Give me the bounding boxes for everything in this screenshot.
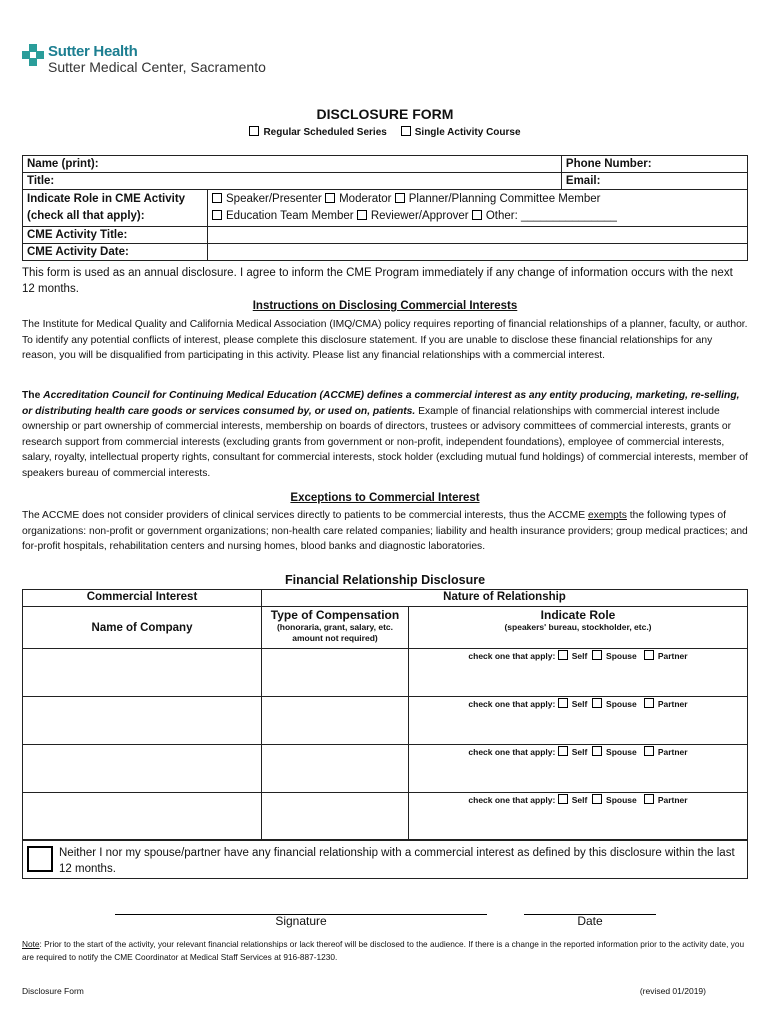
company-header: Name of Company [23, 607, 262, 649]
self-label: Self [571, 699, 588, 709]
date-line[interactable] [524, 900, 656, 915]
instructions-paragraph-2 [22, 388, 748, 482]
role-label-line1: Indicate Role in CME Activity [27, 193, 186, 205]
date-label: Date [577, 914, 603, 928]
table-row [23, 649, 748, 697]
spouse-checkbox[interactable] [592, 794, 602, 804]
title-field[interactable] [23, 173, 562, 190]
phone-label: Phone Number: [565, 158, 652, 170]
education-checkbox[interactable] [212, 210, 222, 220]
role-cell [409, 745, 748, 793]
reviewer-checkbox[interactable] [357, 210, 367, 220]
footer-left: Disclosure Form [22, 986, 84, 996]
exceptions-paragraph [22, 508, 748, 555]
name-label: Name (print): [27, 158, 99, 170]
brand-name: Sutter Health [48, 43, 138, 60]
check-prefix: check one that apply: [468, 699, 556, 709]
nature-header: Nature of Relationship [262, 590, 748, 607]
regular-series-checkbox[interactable] [249, 126, 259, 136]
partner-label: Partner [657, 699, 688, 709]
planner-label: Planner/Planning Committee Member [408, 193, 601, 205]
compensation-cell[interactable] [262, 745, 409, 793]
compensation-sub: (honoraria, grant, salary, etc. amount not required) [276, 622, 394, 643]
instructions-paragraph-1: The Institute for Medical Quality and California Medical Association (IMQ/CMA) policy requires reporting of financial relationships of a planner, faculty, or author. To identify any potential conflicts of interest, please complete this disclosure statement. If you are unable to disclose these financial relationships for any reason, you will be disqualified from participating in this activity. Please list any financial relationships with a commercial interest. [22, 319, 748, 362]
exempts-word: exempts [588, 510, 627, 521]
phone-field[interactable] [561, 156, 747, 173]
company-cell[interactable] [23, 745, 262, 793]
table-row [23, 745, 748, 793]
self-checkbox[interactable] [558, 650, 568, 660]
activity-title-label: CME Activity Title: [23, 227, 208, 244]
role-options [208, 190, 748, 227]
series-options [0, 126, 770, 138]
compensation-header [262, 607, 409, 649]
partner-checkbox[interactable] [644, 698, 654, 708]
check-prefix: check one that apply: [468, 795, 556, 805]
financial-heading: Financial Relationship Disclosure [284, 573, 486, 587]
note-body: : Prior to the start of the activity, your relevant financial relationships or lack thereof will be disclosed to the audience. If there is a change in the reported information prior to the activity date, you are required to notify the CME Coordinator at Medical Staff Services at 916-887-1230. [22, 939, 745, 962]
brand-subtitle: Sutter Medical Center, Sacramento [48, 59, 266, 75]
self-label: Self [571, 795, 588, 805]
title-label: Title: [27, 175, 55, 187]
spouse-checkbox[interactable] [592, 698, 602, 708]
moderator-checkbox[interactable] [325, 193, 335, 203]
activity-date-field[interactable] [208, 244, 748, 261]
role-sub: (speakers' bureau, stockholder, etc.) [504, 622, 652, 632]
activity-date-label: CME Activity Date: [23, 244, 208, 261]
signature-label: Signature [275, 914, 327, 928]
education-label: Education Team Member [226, 210, 354, 222]
role-label-line2: (check all that apply): [27, 210, 145, 222]
note-label: Note [22, 939, 40, 949]
spouse-checkbox[interactable] [592, 746, 602, 756]
exceptions-b: the following types of organizations: non-profit or government organizations; non-health care related companies; liability and health insurance providers; group medical practices; and for-profit hospitals, rehabilitation centers and nursing homes, blood banks and diagnostic laboratories. [22, 510, 748, 553]
email-field[interactable] [561, 173, 747, 190]
partner-label: Partner [657, 747, 688, 757]
p2-lead: The [22, 390, 44, 401]
logo-mark-icon [22, 44, 44, 70]
table-row [23, 793, 748, 841]
compensation-cell[interactable] [262, 793, 409, 841]
compensation-cell[interactable] [262, 697, 409, 745]
activity-title-field[interactable] [208, 227, 748, 244]
no-relationship-box [22, 839, 748, 879]
role-header [409, 607, 748, 649]
p2-rest: Example of financial relationships with commercial interest include ownership or part ownership of commercial interests, membership on boards of directors, trustees or advisory committees of commercial interests, grants or research support from commercial interests (excluding grants from government or non-profit, independent foundations), employee of commercial interests, salary, royalty, intellectual property rights, consultant for commercial interests, stock holder (excluding mutual fund holdings) of commercial interests, member of speakers bureau of commercial interests. [22, 405, 748, 479]
note-text [22, 938, 748, 963]
role-label [23, 190, 208, 227]
table-row [23, 697, 748, 745]
signature-line[interactable] [115, 900, 487, 915]
spouse-checkbox[interactable] [592, 650, 602, 660]
other-label: Other: _______________ [485, 210, 617, 222]
instructions-heading: Instructions on Disclosing Commercial Interests [252, 300, 518, 312]
accme-definition: Accreditation Council for Continuing Medical Education (ACCME) defines a commercial interest as any entity producing, marketing, re-selling, or distributing health care goods or services consumed by, or used on, patients. [22, 390, 740, 417]
regular-series-label: Regular Scheduled Series [263, 127, 387, 138]
financial-table [22, 589, 748, 841]
compensation-title: Type of Compensation [270, 608, 400, 622]
company-cell[interactable] [23, 649, 262, 697]
compensation-cell[interactable] [262, 649, 409, 697]
reviewer-label: Reviewer/Approver [370, 210, 469, 222]
no-relationship-checkbox[interactable] [27, 846, 53, 872]
self-checkbox[interactable] [558, 794, 568, 804]
spouse-label: Spouse [606, 795, 637, 805]
intro-text: This form is used as an annual disclosure. I agree to inform the CME Program immediately if any change of information occurs with the next 12 months. [22, 267, 733, 295]
other-checkbox[interactable] [472, 210, 482, 220]
moderator-label: Moderator [339, 193, 392, 205]
partner-label: Partner [657, 651, 688, 661]
partner-label: Partner [657, 795, 688, 805]
partner-checkbox[interactable] [644, 650, 654, 660]
company-cell[interactable] [23, 793, 262, 841]
spouse-label: Spouse [606, 651, 637, 661]
speaker-checkbox[interactable] [212, 193, 222, 203]
name-field[interactable] [23, 156, 562, 173]
check-prefix: check one that apply: [468, 747, 556, 757]
self-label: Self [571, 651, 588, 661]
planner-checkbox[interactable] [395, 193, 405, 203]
form-title: DISCLOSURE FORM [316, 106, 454, 122]
spouse-label: Spouse [606, 699, 637, 709]
company-cell[interactable] [23, 697, 262, 745]
role-title: Indicate Role [540, 608, 616, 622]
self-label: Self [571, 747, 588, 757]
role-cell [409, 697, 748, 745]
spouse-label: Spouse [606, 747, 637, 757]
footer-right: (revised 01/2019) [639, 986, 706, 996]
check-prefix: check one that apply: [468, 651, 556, 661]
exceptions-a: The ACCME does not consider providers of clinical services directly to patients to be commercial interests, thus the ACCME [22, 510, 588, 521]
email-label: Email: [565, 175, 601, 187]
sutter-health-logo [22, 44, 266, 74]
partner-checkbox[interactable] [644, 746, 654, 756]
no-relationship-text: Neither I nor my spouse/partner have any financial relationship with a commercial interest as defined by this disclosure within the last 12 months. [59, 847, 735, 875]
single-activity-label: Single Activity Course [414, 127, 521, 138]
partner-checkbox[interactable] [644, 794, 654, 804]
self-checkbox[interactable] [558, 746, 568, 756]
role-cell [409, 649, 748, 697]
participant-info-table [22, 155, 748, 261]
self-checkbox[interactable] [558, 698, 568, 708]
exceptions-heading: Exceptions to Commercial Interest [290, 492, 480, 504]
role-cell [409, 793, 748, 841]
single-activity-checkbox[interactable] [401, 126, 411, 136]
commercial-interest-header: Commercial Interest [23, 590, 262, 607]
speaker-label: Speaker/Presenter [226, 193, 322, 205]
